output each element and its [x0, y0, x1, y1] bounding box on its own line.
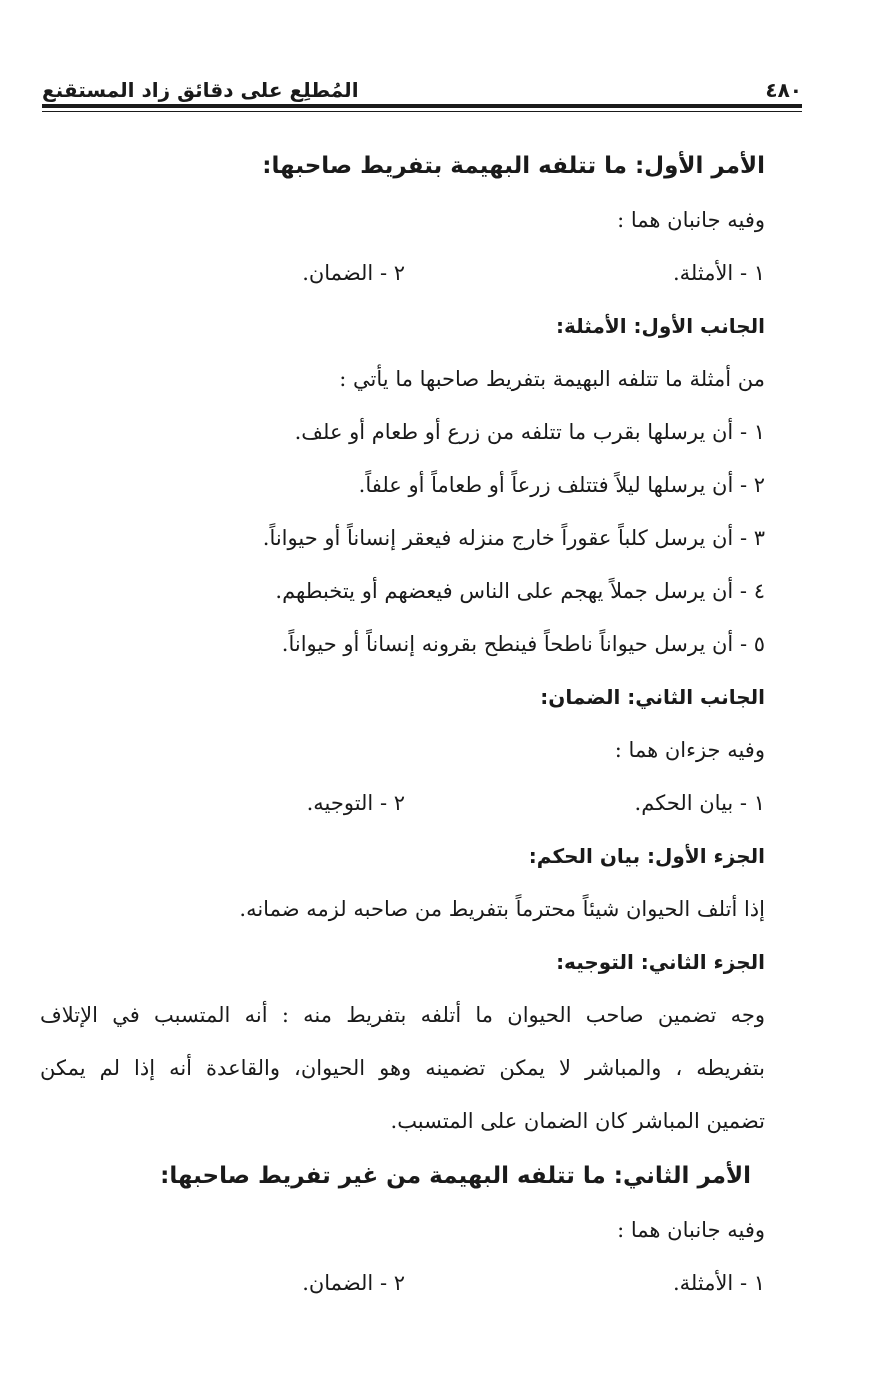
part1-heading: الجزء الأول: بيان الحكم:: [528, 844, 765, 868]
list-item: ١ - بيان الحكم.: [634, 791, 765, 815]
list-item: ٢ - الضمان.: [302, 261, 405, 285]
parts-list: [40, 777, 765, 830]
page-header: [42, 68, 802, 102]
paragraph-line: تضمين المباشر كان الضمان على المتسبب.: [390, 1109, 765, 1133]
page-number: ٤٨٠: [765, 78, 802, 102]
paragraph-line: وجه تضمين صاحب الحيوان ما أتلفه بتفريط منه : أنه المتسبب في الإتلاف: [40, 1003, 765, 1027]
header-rule-thick: [42, 104, 802, 108]
list-item: ٢ - الضمان.: [302, 1271, 405, 1295]
part2-heading: الجزء الثاني: التوجيه:: [556, 950, 765, 974]
list-item: ٤ - أن يرسل جملاً يهجم على الناس فيعضهم أو يتخبطهم.: [275, 579, 765, 603]
aspects-list-1: [40, 247, 765, 300]
list-item: ١ - أن يرسلها بقرب ما تتلفه من زرع أو طعام أو علف.: [294, 420, 765, 444]
list-item: ١ - الأمثلة.: [672, 261, 765, 285]
paragraph: من أمثلة ما تتلفه البهيمة بتفريط صاحبها ما يأتي :: [339, 367, 765, 391]
list-item: ٥ - أن يرسل حيواناً ناطحاً فينطح بقرونه إنساناً أو حيواناً.: [281, 632, 765, 656]
paragraph: وفيه جانبان هما :: [617, 1218, 765, 1242]
running-title: المُطلِع على دقائق زاد المستقنع: [42, 78, 359, 102]
aspects-list-2: [40, 1257, 765, 1310]
list-item: ١ - الأمثلة.: [672, 1271, 765, 1295]
paragraph: إذا أتلف الحيوان شيئاً محترماً بتفريط من صاحبه لزمه ضمانه.: [239, 897, 765, 921]
header-rule-thin: [42, 111, 802, 112]
section-heading-2: الأمر الثاني: ما تتلفه البهيمة من غير تفريط صاحبها:: [160, 1163, 751, 1189]
list-item: ٢ - أن يرسلها ليلاً فتتلف زرعاً أو طعاماً أو علفاً.: [358, 473, 765, 497]
paragraph-line: بتفريطه ، والمباشر لا يمكن تضمينه وهو الحيوان، والقاعدة أنه إذا لم يمكن: [40, 1056, 765, 1080]
section-heading-1: الأمر الأول: ما تتلفه البهيمة بتفريط صاحبها:: [262, 153, 765, 179]
paragraph: وفيه جانبان هما :: [617, 208, 765, 232]
subheading-guarantee: الجانب الثاني: الضمان:: [540, 685, 765, 709]
list-item: ٢ - التوجيه.: [306, 791, 405, 815]
subheading-examples: الجانب الأول: الأمثلة:: [555, 314, 765, 338]
page-body: [40, 138, 765, 1310]
paragraph: وفيه جزءان هما :: [614, 738, 765, 762]
list-item: ٣ - أن يرسل كلباً عقوراً خارج منزله فيعقر إنساناً أو حيواناً.: [262, 526, 765, 550]
